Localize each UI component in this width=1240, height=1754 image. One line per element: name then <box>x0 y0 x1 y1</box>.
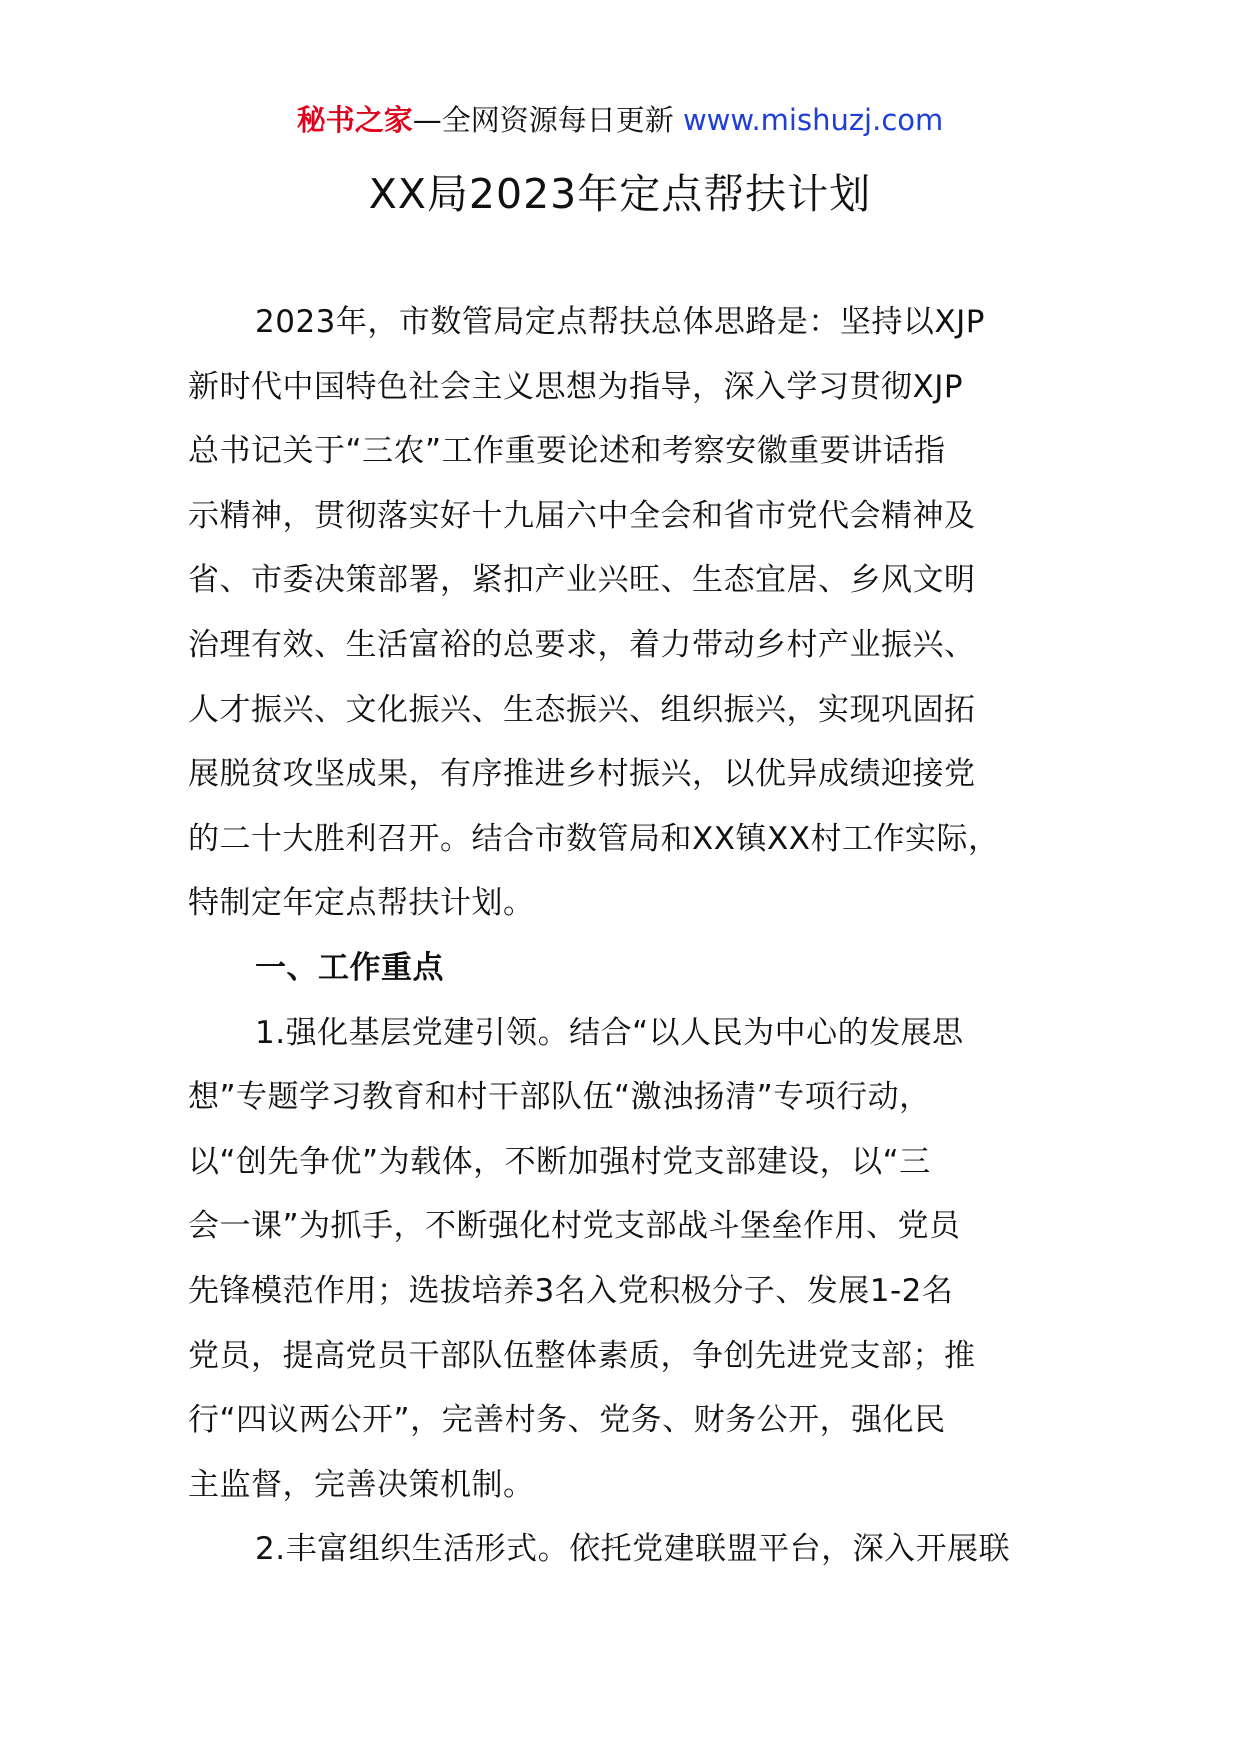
document-title: XX局2023年定点帮扶计划 <box>368 170 872 218</box>
body-text-line: 党员，提高党员干部队伍整体素质，争创先进党支部；推 <box>188 1337 976 1374</box>
body-text-line: 以“创先争优”为载体，不断加强村党支部建设，以“三 <box>188 1143 931 1180</box>
section-heading: 一、工作重点 <box>255 949 444 986</box>
brand-name: 秘书之家 <box>296 103 413 137</box>
body-text-line: 特制定年定点帮扶计划。 <box>188 885 535 922</box>
body-text-line: 展脱贫攻坚成果，有序推进乡村振兴，以优异成绩迎接党 <box>188 756 976 793</box>
body-text-line: 想”专题学习教育和村干部队伍“激浊扬清”专项行动， <box>188 1079 931 1116</box>
body-text-line: 示精神，贯彻落实好十九届六中全会和省市党代会精神及 <box>188 497 976 534</box>
body-text-line: 主监督，完善决策机制。 <box>188 1466 535 1503</box>
body-text-line: 的二十大胜利召开。结合市数管局和XX镇XX村工作实际， <box>188 820 1000 857</box>
body-text-line: 总书记关于“三农”工作重要论述和考察安徽重要讲话指 <box>188 433 946 470</box>
body-text-line: 会一课”为抓手，不断强化村党支部战斗堡垒作用、党员 <box>188 1208 961 1245</box>
body-text-line: 治理有效、生活富裕的总要求，着力带动乡村产业振兴、 <box>188 626 976 663</box>
site-header <box>0 100 1240 140</box>
body-text-line: 新时代中国特色社会主义思想为指导，深入学习贯彻XJP <box>188 368 964 405</box>
body-text-line: 行“四议两公开”，完善村务、党务、财务公开，强化民 <box>188 1402 946 1439</box>
body-text-line: 1.强化基层党建引领。结合“以人民为中心的发展思 <box>255 1014 964 1051</box>
document-body <box>188 290 1088 1582</box>
header-slogan: —全网资源每日更新 <box>412 103 683 137</box>
body-text-line: 人才振兴、文化振兴、生态振兴、组织振兴，实现巩固拓 <box>188 691 976 728</box>
body-text-line: 2.丰富组织生活形式。依托党建联盟平台，深入开展联 <box>255 1531 1011 1568</box>
body-text-line: 省、市委决策部署，紧扣产业兴旺、生态宜居、乡风文明 <box>188 562 976 599</box>
body-text-line: 先锋模范作用；选拔培养3名入党积极分子、发展1-2名 <box>188 1272 954 1309</box>
body-text-line: 2023年，市数管局定点帮扶总体思路是：坚持以XJP <box>255 304 985 340</box>
site-url-link[interactable]: www.mishuzj.com <box>682 103 944 137</box>
